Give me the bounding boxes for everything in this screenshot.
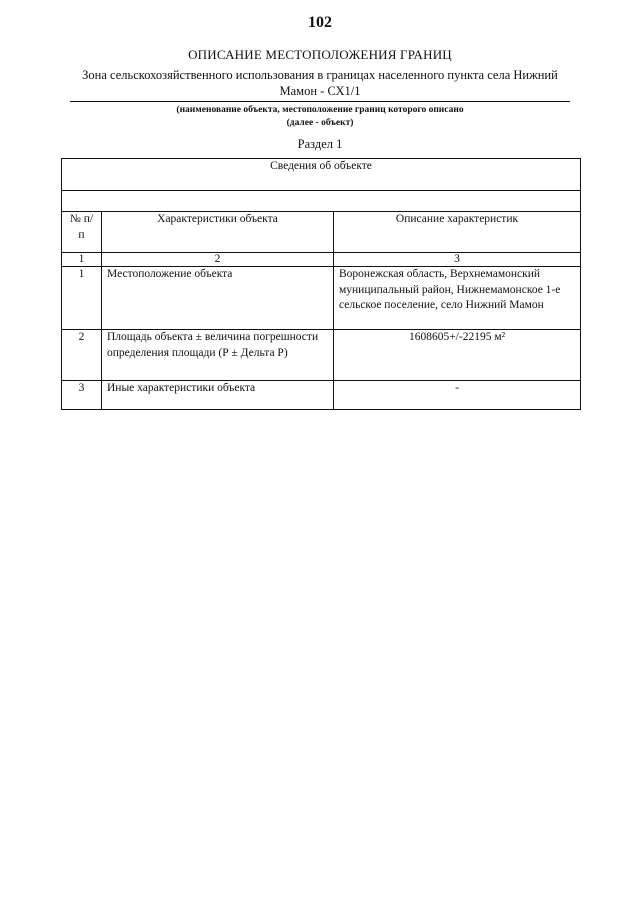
page-number: 102 <box>308 14 332 31</box>
column-index-3: 3 <box>334 253 581 267</box>
row-number: 3 <box>62 381 102 410</box>
table-column-index-row <box>62 253 581 267</box>
column-index-1: 1 <box>62 253 102 267</box>
row-description: Воронежская область, Верхнемамонский муниципальный район, Нижнемамонское 1-е сельское поселение, село Нижний Мамон <box>334 267 581 330</box>
table-heading-row <box>62 159 581 191</box>
table-heading: Сведения об объекте <box>62 159 581 191</box>
object-name: Зона сельскохозяйственного использования в границах населенного пункта села Нижний Мамон - СХ1/1 <box>82 68 558 98</box>
row-characteristic: Местоположение объекта <box>102 267 334 330</box>
row-characteristic: Площадь объекта ± величина погрешности определения площади (Р ± Дельта Р) <box>102 330 334 381</box>
column-header-characteristic: Характеристики объекта <box>102 212 334 253</box>
column-header-number: № п/п <box>62 212 102 253</box>
row-characteristic: Иные характеристики объекта <box>102 381 334 410</box>
table-row <box>62 330 581 381</box>
table-column-header-row <box>62 212 581 253</box>
table-spacer-row <box>62 191 581 212</box>
table-row <box>62 267 581 330</box>
object-name-caption <box>0 104 640 130</box>
row-number: 1 <box>62 267 102 330</box>
row-number: 2 <box>62 330 102 381</box>
object-name-underline <box>70 101 570 102</box>
table-row <box>62 381 581 410</box>
object-info-table <box>61 158 581 410</box>
caption-line-2: (далее - объект) <box>286 118 354 128</box>
column-header-description: Описание характеристик <box>334 212 581 253</box>
caption-line-1: (наименование объекта, местоположение границ которого описано <box>176 105 464 115</box>
row-description: - <box>334 381 581 410</box>
table-spacer-cell <box>62 191 581 212</box>
column-index-2: 2 <box>102 253 334 267</box>
section-title: Раздел 1 <box>297 137 343 151</box>
document-title: ОПИСАНИЕ МЕСТОПОЛОЖЕНИЯ ГРАНИЦ <box>188 47 452 62</box>
row-description: 1608605+/-22195 м² <box>334 330 581 381</box>
